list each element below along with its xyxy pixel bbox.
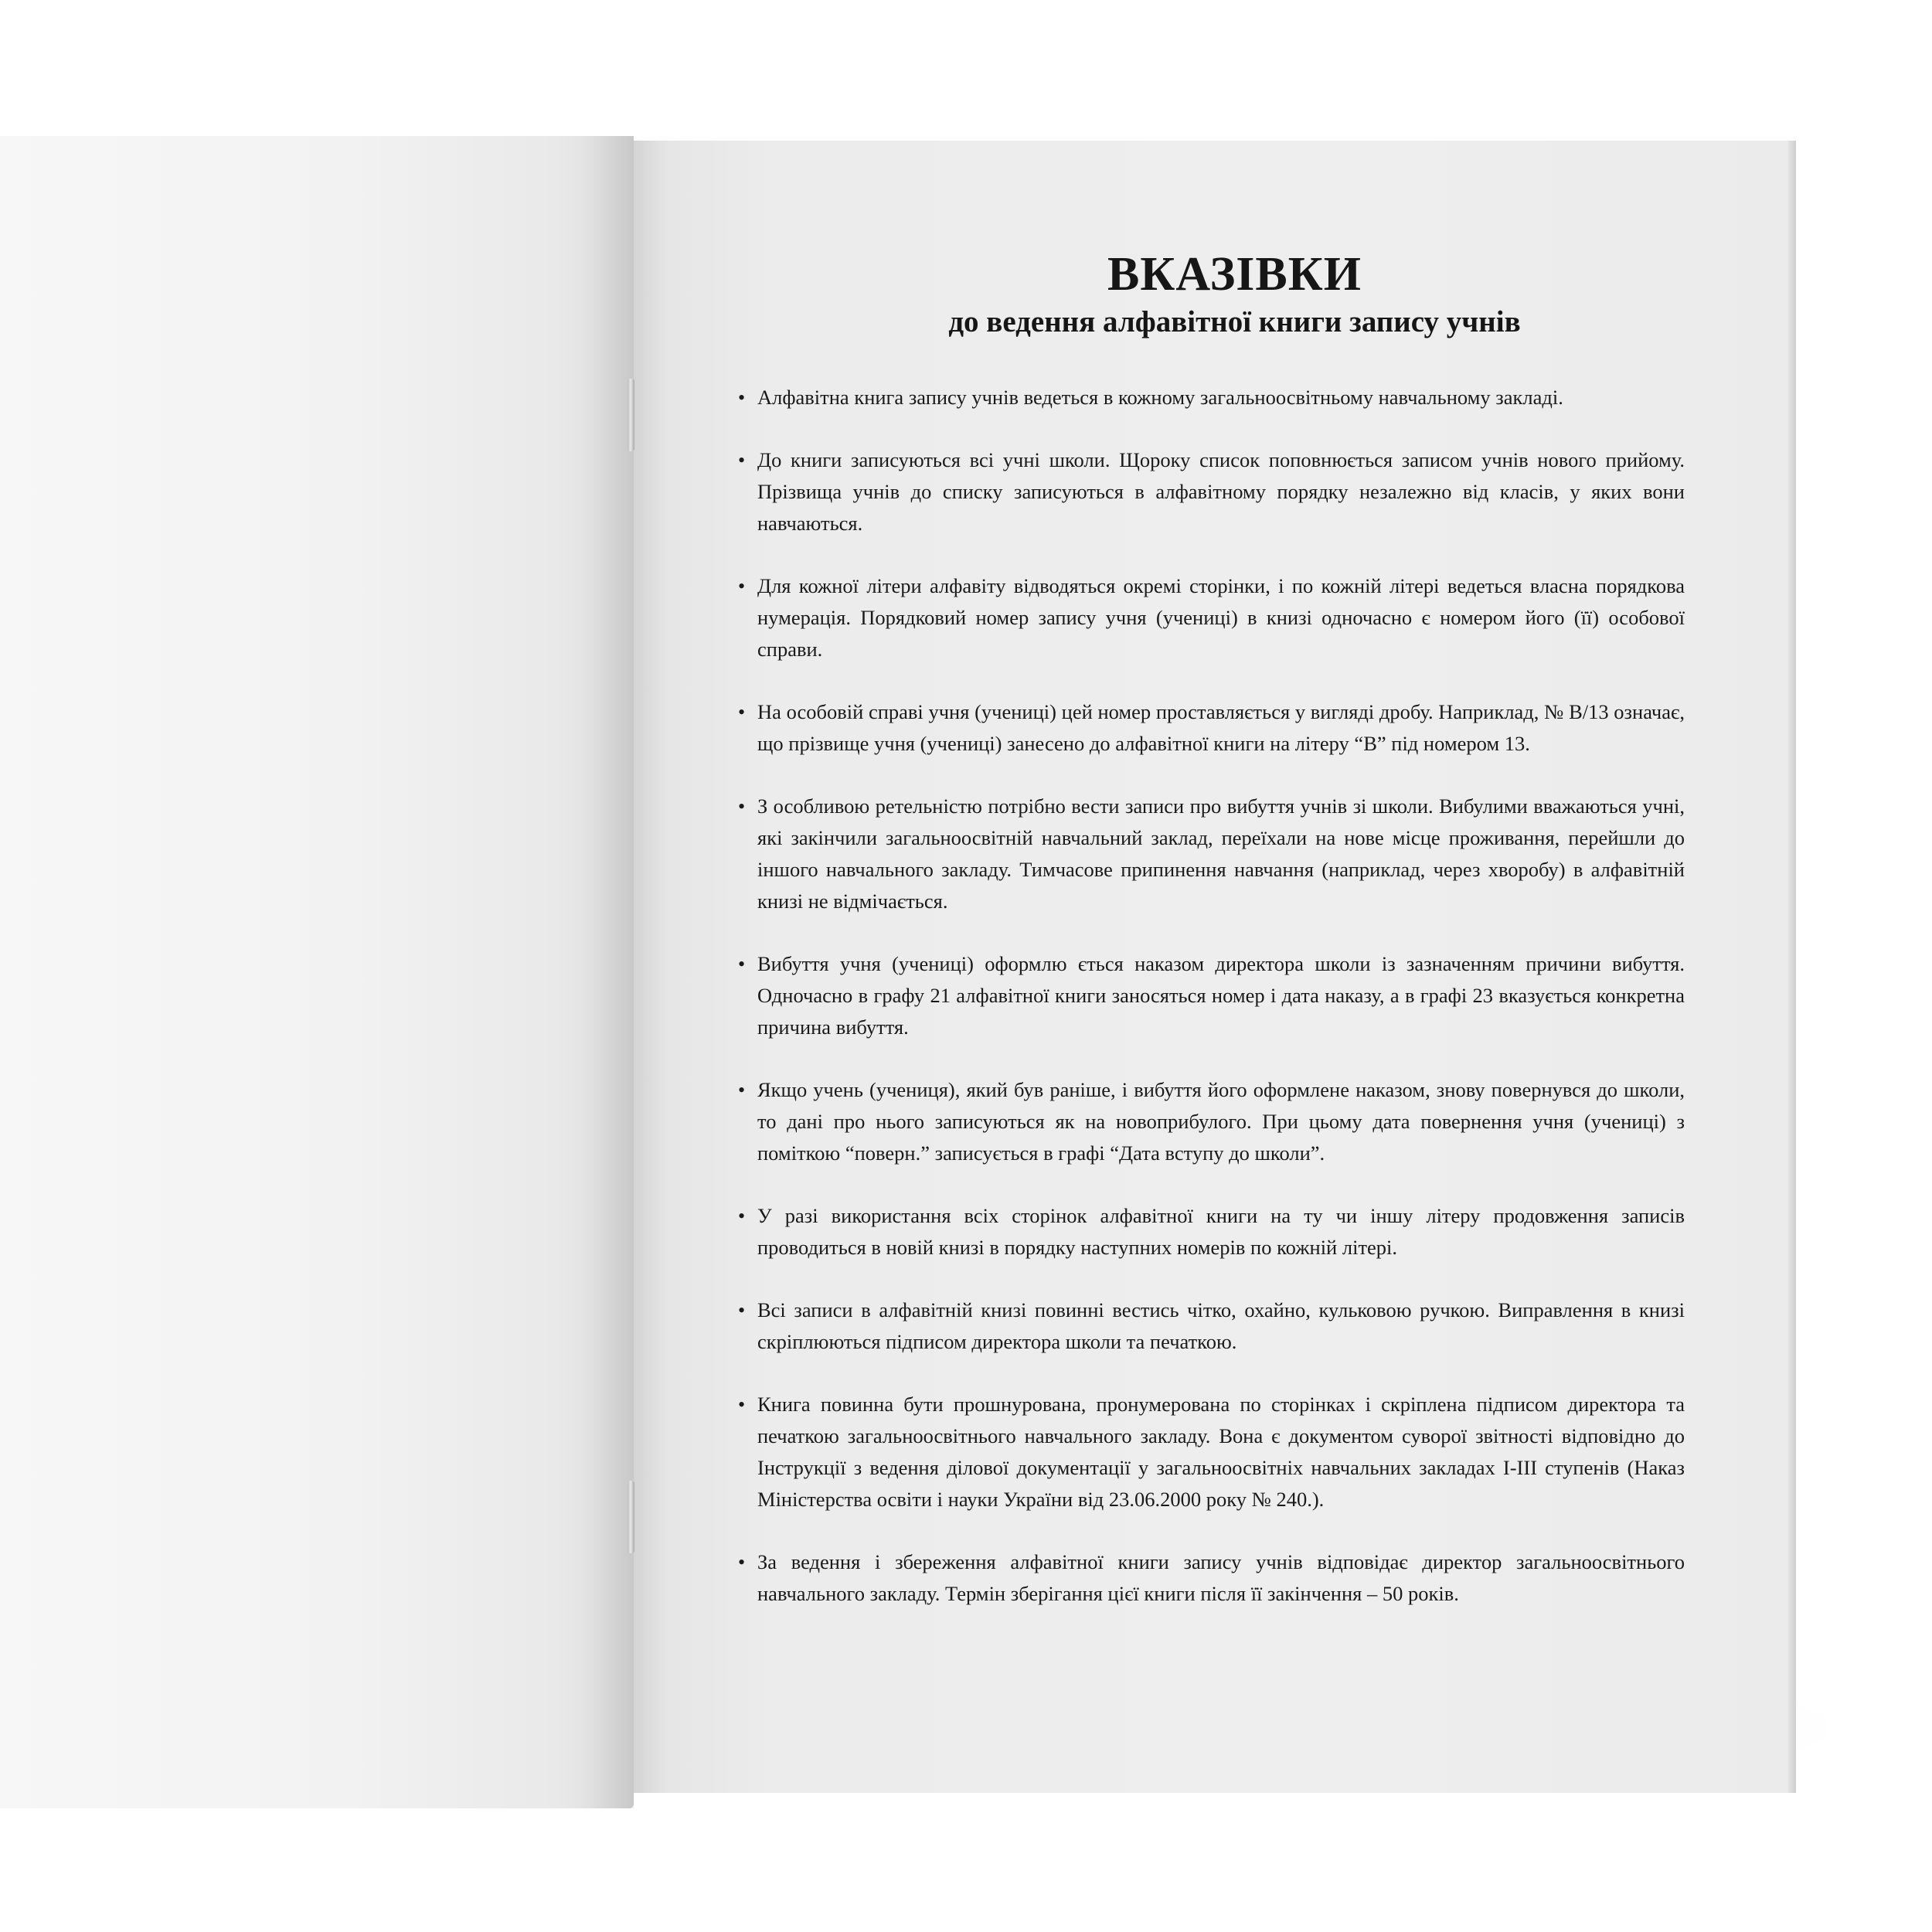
instructions-content — [738, 246, 1685, 1641]
bullet-icon: • — [738, 1205, 746, 1227]
list-item — [738, 444, 1685, 539]
paragraph-text: Книга повинна бути прошнурована, пронумерована по сторінках і скріплена підписом директора та печаткою загальноосвітнього навчального закладу. Вона є документом суворої звітності відповідно до Інструкції з ведення ділової документації у загальноосвітніх навчальних закладах І-ІІІ ступенів (Наказ Міністерства освіти і науки України від 23.06.2000 року № 240.). — [757, 1393, 1685, 1511]
list-item — [738, 791, 1685, 917]
list-item — [738, 948, 1685, 1043]
paragraph-text: З особливою ретельністю потрібно вести записи про вибуття учнів зі школи. Вибулими вважаються учні, які закінчили загальноосвітній навчальний заклад, переїхали на нове місце проживання, перейшли до іншого навчального закладу. Тимчасове припинення навчання (наприклад, через хворобу) в алфавітній книзі не відмічається. — [757, 794, 1685, 913]
bullet-icon: • — [738, 1299, 746, 1321]
paragraph-text: У разі використання всіх сторінок алфавітної книги на ту чи іншу літеру продовження записів проводиться в новій книзі в порядку наступних номерів по кожній літері. — [757, 1204, 1685, 1259]
instructions-list — [738, 382, 1685, 1610]
bullet-icon: • — [738, 1551, 746, 1573]
paragraph-text: Алфавітна книга запису учнів ведеться в кожному загальноосвітньому навчальному закладі. — [757, 386, 1563, 409]
bullet-icon: • — [738, 449, 746, 471]
paragraph-text: За ведення і збереження алфавітної книги запису учнів відповідає директор загальноосвітнього навчального закладу. Термін зберігання цієї книги після її закінчення – 50 років. — [757, 1550, 1685, 1605]
paragraph-text: Всі записи в алфавітній книзі повинні вестись чітко, охайно, кульковою ручкою. Виправлення в книзі скріплюються підписом директора школи та печаткою. — [757, 1298, 1685, 1353]
bullet-icon: • — [738, 701, 746, 723]
list-item — [738, 1074, 1685, 1169]
page-subtitle: до ведення алфавітної книги запису учнів — [948, 305, 1521, 338]
paragraph-text: Вибуття учня (учениці) оформлю ється наказом директора школи із зазначенням причини вибуття. Одночасно в графу 21 алфавітної книги заносяться номер і дата наказу, а в графі 23 вказується конкретна причина вибуття. — [757, 952, 1685, 1039]
staple-top — [628, 379, 634, 451]
list-item — [738, 1389, 1685, 1515]
bullet-icon: • — [738, 575, 746, 597]
paragraph-text: Для кожної літери алфавіту відводяться окремі сторінки, і по кожній літері ведеться власна порядкова нумерація. Порядковий номер запису учня (учениці) в книзі одночасно є номером його (її) особової справи. — [757, 574, 1685, 661]
list-item — [738, 570, 1685, 665]
list-item — [738, 1546, 1685, 1610]
page-title: ВКАЗІВКИ — [1107, 248, 1362, 301]
bullet-icon: • — [738, 795, 746, 818]
paragraph-text: До книги записуються всі учні школи. Щороку список поповнюється записом учнів нового прийому. Прізвища учнів до списку записуються в алфавітному порядку незалежно від класів, у яких вони навчаються. — [757, 448, 1685, 535]
left-blank-page — [0, 136, 634, 1808]
page-edge — [1788, 141, 1796, 1793]
paragraph-text: На особовій справі учня (учениці) цей номер проставляється у вигляді дробу. Наприклад, № В/13 означає, що прізвище учня (учениці) занесено до алфавітної книги на літеру “В” під номером 13. — [757, 700, 1685, 755]
paragraph-text: Якщо учень (учениця), який був раніше, і вибуття його оформлене наказом, знову повернувся до школи, то дані про нього записуються як на новоприбулого. При цьому дата повернення учня (учениці) з поміткою “поверн.” записується в графі “Дата вступу до школи”. — [757, 1078, 1685, 1165]
list-item — [738, 1294, 1685, 1358]
bullet-icon: • — [738, 1079, 746, 1101]
list-item — [738, 696, 1685, 760]
bullet-icon: • — [738, 953, 746, 975]
bullet-icon: • — [738, 1393, 746, 1416]
staple-bottom — [628, 1481, 634, 1553]
list-item — [738, 1200, 1685, 1264]
bullet-icon: • — [738, 386, 746, 409]
list-item — [738, 382, 1685, 413]
